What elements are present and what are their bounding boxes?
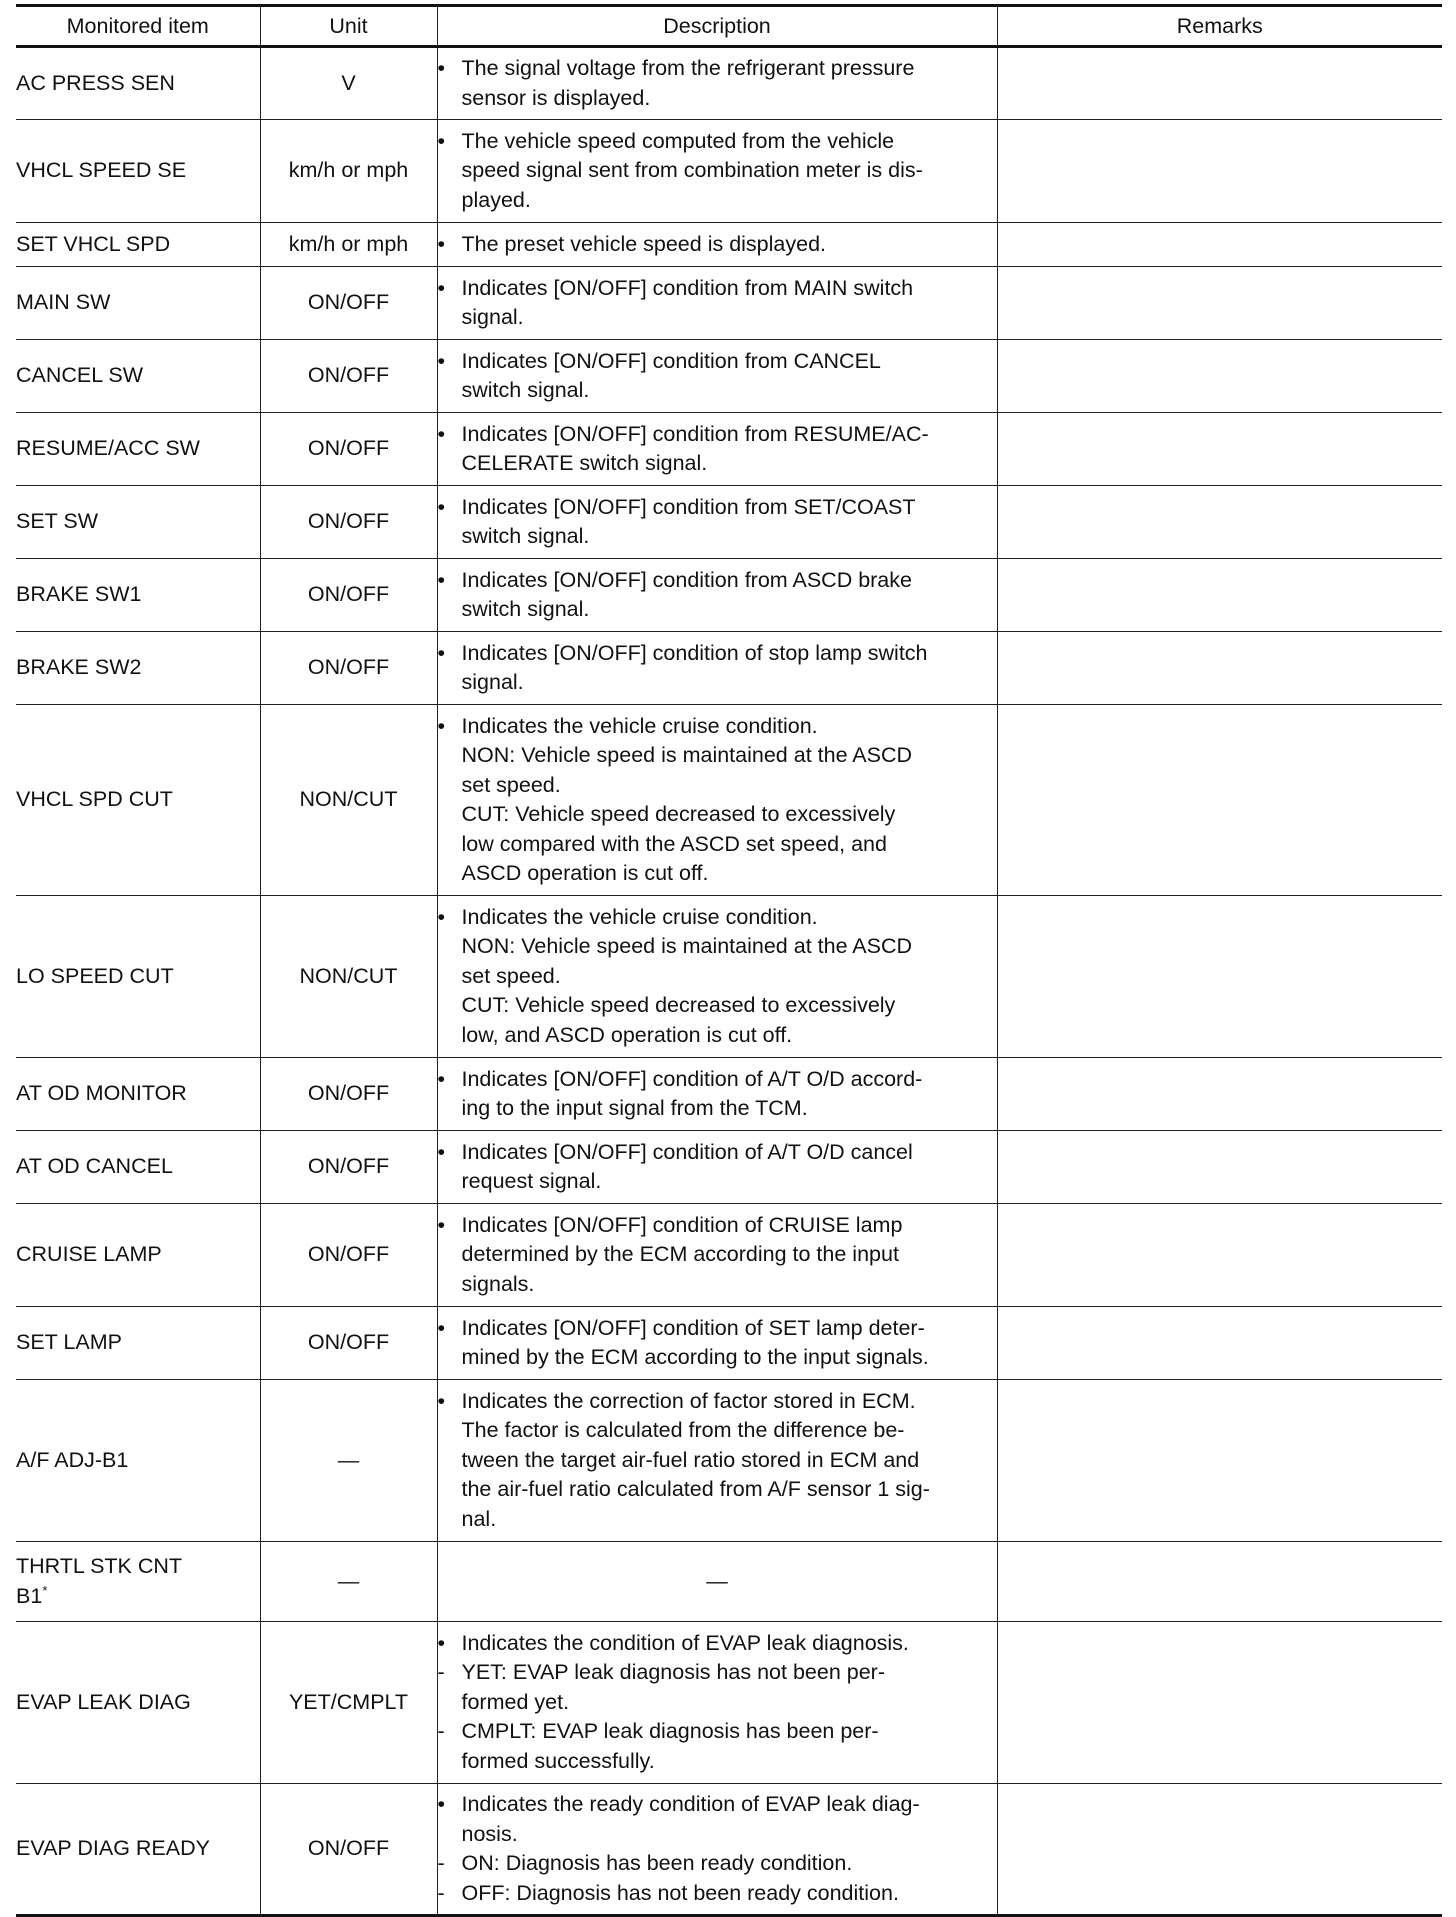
unit-cell: ON/OFF [260,1784,437,1916]
description-line [438,639,997,669]
description-cell [437,1307,997,1380]
unit-cell: ON/OFF [260,1131,437,1204]
monitored-item-name: CANCEL SW [16,363,144,388]
bullet-icon: • [437,904,446,929]
description-text: The preset vehicle speed is displayed. [461,231,827,256]
monitored-item-cell [16,1058,260,1131]
unit-cell: NON/CUT [260,705,437,896]
description-line [438,1688,997,1718]
unit-cell: — [260,1380,437,1542]
description-cell [437,1622,997,1784]
table-row [16,223,1442,267]
description-text: CUT: Vehicle speed decreased to excessively [461,993,896,1018]
description-cell [437,486,997,559]
remarks-cell [997,896,1442,1058]
monitored-item-name: BRAKE SW2 [16,655,142,680]
description-text: NON: Vehicle speed is maintained at the ASCD [461,743,913,767]
bullet-icon: • [437,1388,446,1413]
bullet-icon: • [437,713,446,738]
description-cell [437,1204,997,1307]
description-text: ASCD operation is cut off. [461,861,709,885]
unit-cell: YET/CMPLT [260,1622,437,1784]
remarks-cell [997,632,1442,705]
description-cell [437,1131,997,1204]
unit-cell: km/h or mph [260,120,437,223]
remarks-cell [997,1204,1442,1307]
description-text: ing to the input signal from the TCM. [461,1096,808,1120]
description-line [438,1021,997,1051]
description-text: signal. [461,305,524,329]
table-row [16,1784,1442,1916]
description-text: Indicates [ON/OFF] condition from CANCEL [461,348,881,373]
description-text: mined by the ECM according to the input signals. [461,1345,929,1369]
monitored-item-cell [16,1380,260,1542]
description-text: nal. [461,1506,497,1531]
unit-cell: ON/OFF [260,413,437,486]
monitored-item-cell [16,413,260,486]
description-line [438,668,997,698]
description-line [438,1387,997,1417]
description-cell [437,632,997,705]
monitored-item-name: EVAP LEAK DIAG [16,1689,191,1714]
bullet-icon: • [437,1792,446,1816]
description-line [438,771,997,801]
monitored-item-name: AT OD MONITOR [16,1081,187,1106]
description-line [438,1065,997,1095]
description-line [438,1849,997,1879]
monitored-item-cell [16,267,260,340]
description-cell [437,47,997,120]
description-text: Indicates [ON/OFF] condition from ASCD brake [461,567,912,592]
remarks-cell [997,267,1442,340]
description-text: Indicates [ON/OFF] condition from MAIN switch [461,275,914,300]
description-line [438,962,997,992]
unit-cell: ON/OFF [260,1204,437,1307]
monitored-item-cell [16,47,260,120]
description-line [438,347,997,377]
bullet-icon: • [437,494,446,519]
monitored-item-cell [16,632,260,705]
description-cell: — [437,1542,997,1622]
description-text: The vehicle speed computed from the vehicle [461,128,895,153]
description-text: Indicates [ON/OFF] condition of A/T O/D cancel [461,1139,913,1164]
description-text: YET: EVAP leak diagnosis has not been per- [461,1660,885,1685]
unit-cell: NON/CUT [260,896,437,1058]
monitored-item-cell [16,340,260,413]
description-line [438,1505,997,1535]
description-cell [437,223,997,267]
description-text: The signal voltage from the refrigerant pressure [461,56,915,80]
unit-cell: ON/OFF [260,340,437,413]
table-row [16,1622,1442,1784]
remarks-cell [997,340,1442,413]
description-line [438,1879,997,1909]
bullet-icon: • [437,231,446,256]
monitored-item-name: SET SW [16,509,99,534]
monitored-item-name: LO SPEED CUT [16,963,174,988]
unit-cell: ON/OFF [260,1307,437,1380]
description-line [438,1138,997,1168]
description-line [438,595,997,625]
description-line [438,1343,997,1373]
description-text: OFF: Diagnosis has not been ready condition. [461,1880,899,1905]
description-text: Indicates the condition of EVAP leak diagnosis. [461,1630,909,1655]
description-cell [437,1784,997,1916]
header-remarks: Remarks [997,6,1442,47]
table-row [16,1204,1442,1307]
description-cell [437,120,997,223]
remarks-cell [997,1307,1442,1380]
table-row [16,1380,1442,1542]
bullet-icon: • [437,275,446,300]
monitored-item-cell [16,1542,260,1622]
description-text: Indicates [ON/OFF] condition of CRUISE lamp [461,1212,903,1237]
monitored-item-cell [16,1204,260,1307]
description-cell [437,340,997,413]
monitored-item-cell [16,120,260,223]
remarks-cell [997,47,1442,120]
description-line [438,449,997,479]
monitored-item-cell [16,896,260,1058]
monitored-item-name: VHCL SPEED SE [16,158,187,183]
description-line [438,1211,997,1241]
description-line [438,127,997,157]
monitored-item-cell [16,223,260,267]
bullet-icon: • [437,1212,446,1237]
description-text: the air-fuel ratio calculated from A/F sensor 1 sig- [461,1477,930,1502]
table-row [16,1058,1442,1131]
description-text: set speed. [461,772,561,797]
description-text: Indicates [ON/OFF] condition of SET lamp deter- [461,1315,925,1340]
monitored-item-name: SET LAMP [16,1330,122,1355]
description-text: determined by the ECM according to the input [461,1242,899,1267]
description-line [438,1416,997,1446]
description-text: signal. [461,670,524,694]
remarks-cell [997,486,1442,559]
description-text: request signal. [461,1169,602,1193]
description-line [438,1747,997,1777]
remarks-cell [997,413,1442,486]
description-cell [437,559,997,632]
monitored-item-name-cont: B1 [16,1583,43,1608]
monitored-item-name: CRUISE LAMP [16,1242,162,1267]
description-line [438,741,997,771]
remarks-cell [997,1131,1442,1204]
description-text: Indicates [ON/OFF] condition from SET/COAST [461,494,916,519]
description-text: CELERATE switch signal. [461,451,708,475]
description-line [438,493,997,523]
table-row [16,120,1442,223]
remarks-cell [997,1622,1442,1784]
description-line [438,1314,997,1344]
description-text: Indicates the ready condition of EVAP leak diag- [461,1792,920,1816]
remarks-cell [997,705,1442,896]
monitored-item-name: MAIN SW [16,290,111,315]
monitored-item-name: VHCL SPD CUT [16,787,173,812]
bullet-icon: • [437,421,446,446]
description-cell [437,1380,997,1542]
description-line [438,859,997,889]
unit-cell: ON/OFF [260,486,437,559]
remarks-cell [997,559,1442,632]
monitored-item-name: AC PRESS SEN [16,70,175,95]
description-line [438,186,997,216]
dash-marker: - [437,1719,445,1744]
bullet-icon: • [437,1315,446,1340]
table-row [16,896,1442,1058]
description-line [438,84,997,114]
description-line [438,54,997,84]
remarks-cell [997,1380,1442,1542]
description-text: NON: Vehicle speed is maintained at the ASCD [461,934,913,959]
description-cell [437,413,997,486]
monitored-item-cell [16,486,260,559]
monitored-item-cell [16,1784,260,1916]
description-text: ON: Diagnosis has been ready condition. [461,1851,853,1875]
description-text: Indicates [ON/OFF] condition from RESUME/AC- [461,421,929,446]
monitored-item-name: AT OD CANCEL [16,1154,173,1179]
monitored-item-name: BRAKE SW1 [16,582,142,607]
description-text: The factor is calculated from the difference be- [461,1418,905,1443]
description-text: Indicates the vehicle cruise condition. [461,904,818,929]
monitored-item-cell [16,559,260,632]
bullet-icon: • [437,348,446,373]
unit-cell: ON/OFF [260,632,437,705]
description-line [438,1790,997,1820]
description-text: set speed. [461,963,561,988]
remarks-cell [997,120,1442,223]
description-text: low compared with the ASCD set speed, and [461,831,887,856]
monitored-item-cell [16,1307,260,1380]
table-row [16,632,1442,705]
description-line [438,712,997,742]
table-row [16,267,1442,340]
description-text: Indicates the vehicle cruise condition. [461,713,818,738]
description-text: formed yet. [461,1689,570,1714]
description-text: formed successfully. [461,1748,655,1773]
description-text: tween the target air-fuel ratio stored in ECM and [461,1447,920,1472]
table-row [16,1542,1442,1622]
bullet-icon: • [437,1066,446,1091]
dash-marker: - [437,1851,445,1875]
description-line [438,1446,997,1476]
bullet-icon: • [437,567,446,592]
description-text: Indicates the correction of factor stored in ECM. [461,1388,916,1413]
remarks-cell [997,1542,1442,1622]
description-cell [437,267,997,340]
description-text: Indicates [ON/OFF] condition of stop lamp switch [461,640,928,665]
description-text: CMPLT: EVAP leak diagnosis has been per- [461,1719,879,1744]
table-row [16,559,1442,632]
bullet-icon: • [437,1139,446,1164]
description-text: low, and ASCD operation is cut off. [461,1022,793,1047]
bullet-icon: • [437,128,446,153]
monitored-item-cell [16,705,260,896]
monitored-item-cell [16,1131,260,1204]
monitored-item-name: EVAP DIAG READY [16,1836,210,1861]
description-line [438,1240,997,1270]
description-line [438,376,997,406]
monitor-item-table [16,4,1442,1917]
monitored-item-name: A/F ADJ-B1 [16,1447,129,1472]
monitored-item-name: SET VHCL SPD [16,231,171,256]
header-description: Description [437,6,997,47]
table-row [16,1307,1442,1380]
description-line [438,522,997,552]
description-text: Indicates [ON/OFF] condition of A/T O/D accord- [461,1066,923,1091]
description-line [438,420,997,450]
table-row [16,486,1442,559]
description-cell [437,1058,997,1131]
unit-cell: ON/OFF [260,1058,437,1131]
monitored-item-cell [16,1622,260,1784]
description-text: CUT: Vehicle speed decreased to excessively [461,802,896,826]
description-line [438,230,997,260]
description-line [438,830,997,860]
description-text: played. [461,187,531,212]
description-line [438,156,997,186]
unit-cell: km/h or mph [260,223,437,267]
table-row [16,47,1442,120]
dash-marker: - [437,1660,445,1685]
table-row [16,340,1442,413]
table-row [16,413,1442,486]
table-row [16,1131,1442,1204]
unit-cell: V [260,47,437,120]
description-text: nosis. [461,1821,518,1846]
bullet-icon: • [437,640,446,665]
description-text: sensor is displayed. [461,85,651,110]
remarks-cell [997,223,1442,267]
monitored-item-name: RESUME/ACC SW [16,436,200,461]
description-line [438,1658,997,1688]
monitored-item-name: THRTL STK CNT [16,1554,183,1578]
description-line [438,800,997,830]
header-unit: Unit [260,6,437,47]
unit-cell: ON/OFF [260,267,437,340]
description-line [438,1820,997,1850]
dash-marker: - [437,1880,445,1905]
description-line [438,991,997,1021]
description-line [438,1629,997,1659]
table-header-row [16,6,1442,47]
description-line [438,274,997,304]
bullet-icon: • [437,1630,446,1655]
remarks-cell [997,1058,1442,1131]
description-line [438,903,997,933]
description-cell [437,705,997,896]
description-line [438,303,997,333]
description-text: switch signal. [461,524,590,548]
remarks-cell [997,1784,1442,1916]
description-text: signals. [461,1271,535,1296]
unit-cell: ON/OFF [260,559,437,632]
description-text: switch signal. [461,597,590,621]
description-line [438,1094,997,1124]
description-cell [437,896,997,1058]
footnote-marker: * [42,1582,48,1598]
description-text: speed signal sent from combination meter is dis- [461,158,923,183]
description-line [438,1167,997,1197]
description-line [438,932,997,962]
description-text: switch signal. [461,378,590,402]
header-monitored-item: Monitored item [16,6,260,47]
description-line [438,1270,997,1300]
description-line [438,1717,997,1747]
description-line [438,1475,997,1505]
description-line [438,566,997,596]
table-row [16,705,1442,896]
unit-cell: — [260,1542,437,1622]
bullet-icon: • [437,56,446,80]
